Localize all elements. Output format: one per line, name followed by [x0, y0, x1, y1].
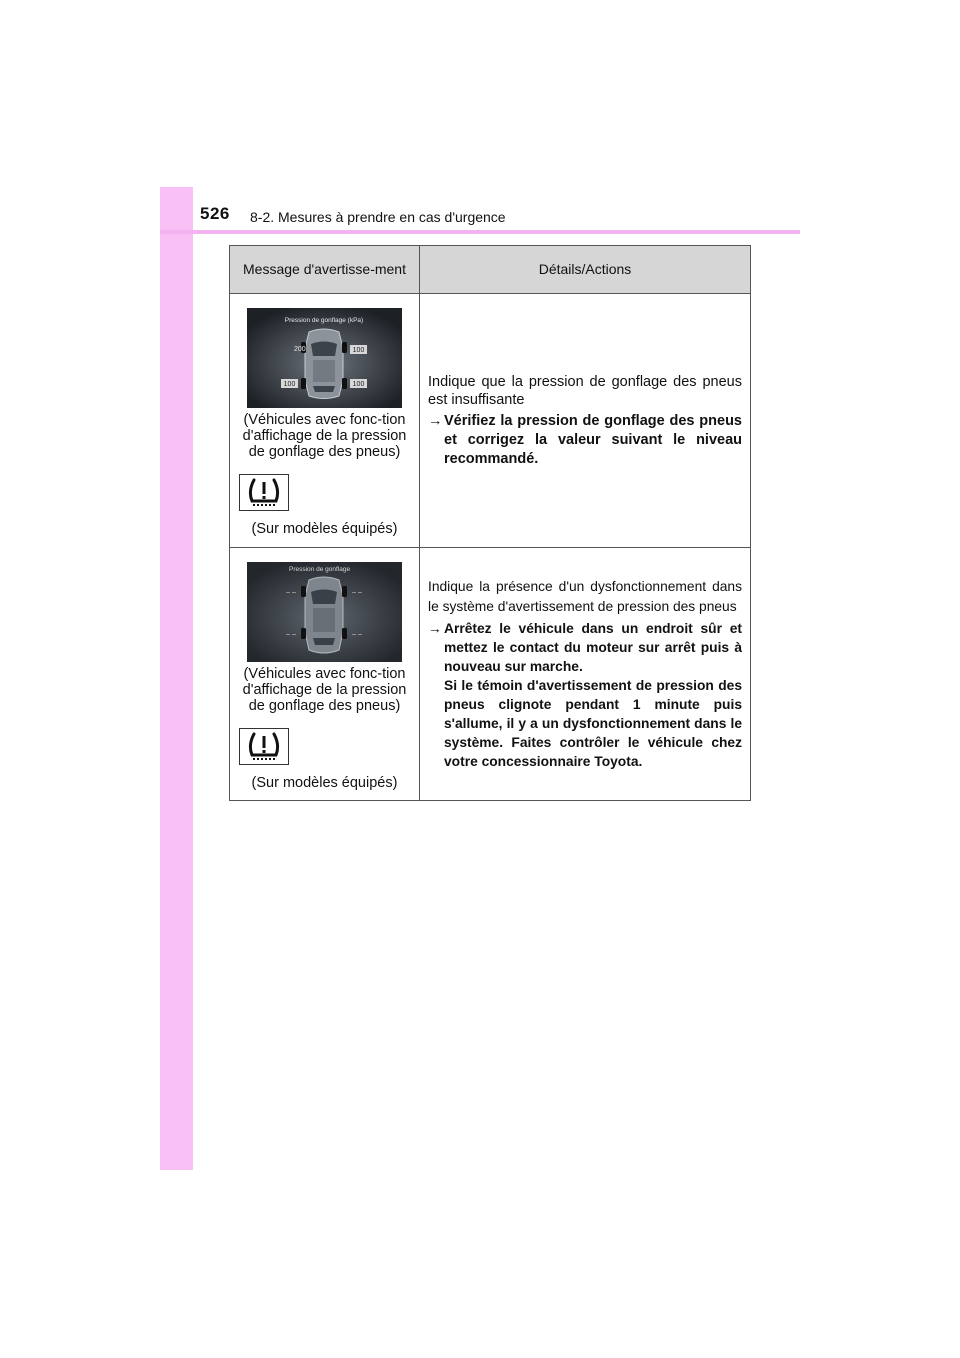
tire-value-front-right: 100	[352, 347, 365, 354]
tire-value-rear-right: 100	[352, 381, 365, 388]
tire-pressure-warning-icon	[239, 728, 419, 769]
action-text: Vérifiez la pression de gonflage des pneus et corrigez la valeur suivant le niveau recommandé.	[444, 412, 742, 467]
action-text: Arrêtez le véhicule dans un endroit sûr et mettez le contact du moteur sur arrêt puis à nouveau sur marche.	[444, 621, 742, 674]
warning-table	[229, 245, 751, 801]
equipped-note: (Sur modèles équipés)	[251, 775, 398, 791]
detail-intro: Indique la présence d'un dysfonctionnement dans le système d'avertissement de pression des pneus	[428, 579, 742, 614]
caption-vehicles: (Véhicules avec fonc-tion d'affichage de la pression de gonflage des pneus)	[242, 666, 407, 714]
tire-value-front-left: – –	[286, 589, 296, 596]
side-color-band	[160, 187, 193, 1170]
tire-pressure-display-image	[247, 562, 402, 662]
section-title: 8-2. Mesures à prendre en cas d'urgence	[250, 209, 506, 225]
tire-pressure-warning-icon	[239, 474, 419, 515]
column-header-message: Message d'avertisse-ment	[230, 246, 420, 294]
column-header-details: Détails/Actions	[420, 246, 751, 294]
screen-title: Pression de gonflage (kPa)	[284, 317, 364, 324]
tire-value-rear-right: – –	[352, 631, 362, 638]
tire-value-rear-left: – –	[286, 631, 296, 638]
tire-pressure-display-image	[247, 308, 402, 408]
tire-value-front-right: – –	[352, 589, 362, 596]
header-rule	[160, 230, 800, 234]
caption-vehicles: (Véhicules avec fonc-tion d'affichage de la pression de gonflage des pneus)	[242, 412, 407, 460]
arrow-icon: →	[428, 412, 443, 429]
table-row	[230, 548, 751, 801]
action-item	[428, 619, 742, 771]
action-item	[428, 412, 742, 469]
tire-value-rear-left: 100	[283, 381, 296, 388]
page-number: 526	[200, 204, 230, 223]
screen-title: Pression de gonflage	[289, 566, 351, 573]
tire-value-front-left: 200	[294, 346, 306, 353]
detail-intro: Indique que la pression de gonflage des pneus est insuffisante	[428, 373, 742, 408]
equipped-note: (Sur modèles équipés)	[251, 521, 398, 537]
message-cell	[230, 548, 420, 801]
message-cell	[230, 294, 420, 548]
action-extra-text: Si le témoin d'avertissement de pression des pneus clignote pendant 1 minute puis s'allume, il y a un dysfonctionnement dans le système. Faites contrôler le véhicule chez votre concessionnaire Toyota.	[444, 678, 742, 769]
details-cell	[420, 548, 751, 801]
table-header-row	[230, 246, 751, 294]
arrow-icon: →	[428, 621, 442, 636]
details-cell	[420, 294, 751, 548]
table-row	[230, 294, 751, 548]
